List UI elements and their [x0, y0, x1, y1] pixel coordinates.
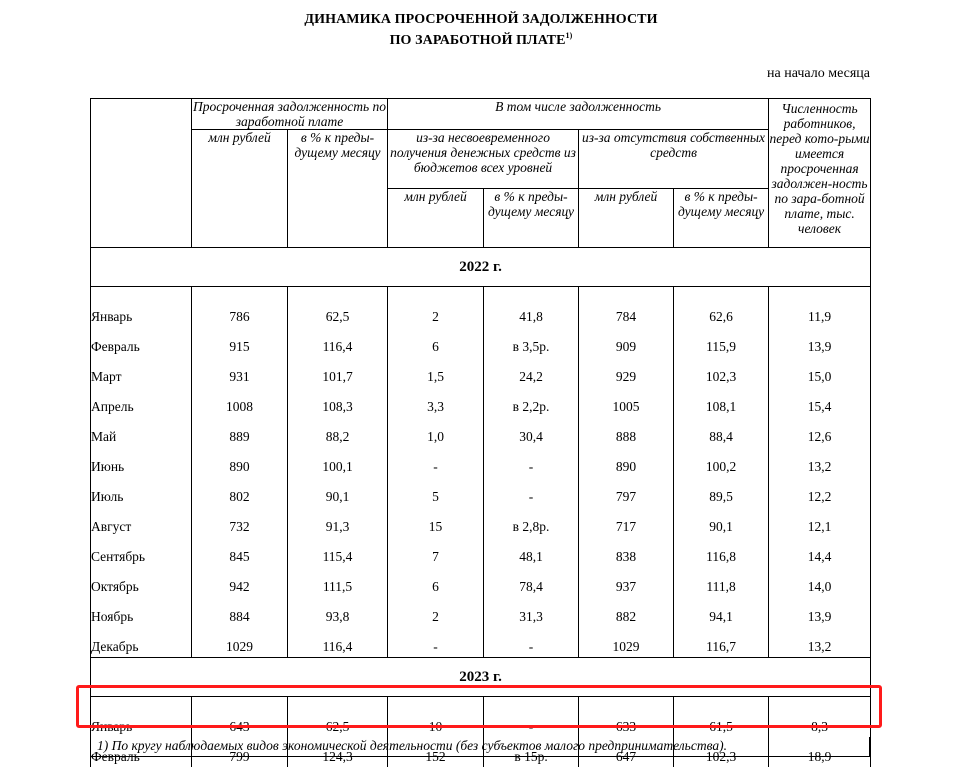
cell-total-pct: 91,3	[288, 507, 388, 537]
cell-budget-mln: 7	[388, 537, 484, 567]
cell-own-mln: 797	[579, 477, 674, 507]
cell-total-pct: 108,3	[288, 387, 388, 417]
header-own-mln: млн рублей	[579, 189, 674, 248]
year-label: 2023 г.	[91, 658, 871, 697]
cell-own-mln: 838	[579, 537, 674, 567]
cell-month: Декабрь	[91, 627, 192, 658]
cell-month: Февраль	[91, 327, 192, 357]
cell-budget-mln: 3,3	[388, 387, 484, 417]
year-row	[91, 248, 871, 287]
title-line-1: ДИНАМИКА ПРОСРОЧЕННОЙ ЗАДОЛЖЕННОСТИ	[304, 12, 658, 27]
header-workers: Численность работников, перед кото-рыми имеется просроченная задолжен-ность по зара-ботной плате, тыс. человек	[769, 99, 871, 248]
cell-own-mln: 890	[579, 447, 674, 477]
cell-budget-pct: 30,4	[484, 417, 579, 447]
cell-month: Июнь	[91, 447, 192, 477]
table-row	[91, 357, 871, 387]
cell-own-mln: 1005	[579, 387, 674, 417]
cell-total-pct: 90,1	[288, 477, 388, 507]
cell-budget-pct: -	[484, 627, 579, 658]
header-including: В том числе задолженность	[388, 99, 769, 130]
cell-own-mln: 888	[579, 417, 674, 447]
cell-workers: 12,6	[769, 417, 871, 447]
cell-own-pct: 102,3	[674, 357, 769, 387]
cell-own-pct: 100,2	[674, 447, 769, 477]
cell-month: Май	[91, 417, 192, 447]
cell-total-mln: 732	[192, 507, 288, 537]
cell-own-mln: 882	[579, 597, 674, 627]
table-row	[91, 387, 871, 417]
cell-own-mln: 929	[579, 357, 674, 387]
cell-month: Август	[91, 507, 192, 537]
cell-month: Апрель	[91, 387, 192, 417]
header-total-pct: в % к преды-дущему месяцу	[288, 130, 388, 248]
cell-workers: 13,9	[769, 597, 871, 627]
cell-total-mln: 845	[192, 537, 288, 567]
cell-month: Октябрь	[91, 567, 192, 597]
cell-budget-mln: 1,5	[388, 357, 484, 387]
cell-own-mln: 784	[579, 287, 674, 328]
cell-total-mln: 1029	[192, 627, 288, 658]
cell-total-mln: 802	[192, 477, 288, 507]
cell-budget-mln: 1,0	[388, 417, 484, 447]
table-row	[91, 597, 871, 627]
cell-total-mln: 942	[192, 567, 288, 597]
cell-own-pct: 116,7	[674, 627, 769, 658]
footnote: 1) По кругу наблюдаемых видов экономической деятельности (без субъектов малого предпринимательства).	[90, 737, 870, 757]
cell-month: Март	[91, 357, 192, 387]
table-row	[91, 447, 871, 477]
cell-workers: 14,4	[769, 537, 871, 567]
cell-own-pct: 89,5	[674, 477, 769, 507]
cell-total-mln: 884	[192, 597, 288, 627]
cell-total-pct: 124,3	[288, 737, 388, 767]
cell-budget-pct: в 15р.	[484, 737, 579, 767]
cell-budget-pct: в 2,2р.	[484, 387, 579, 417]
table-row	[91, 567, 871, 597]
header-budget: из-за несвоевременного получения денежных средств из бюджетов всех уровней	[388, 130, 579, 189]
debt-table	[90, 98, 871, 767]
header-total-mln: млн рублей	[192, 130, 288, 248]
cell-total-pct: 111,5	[288, 567, 388, 597]
cell-own-pct: 88,4	[674, 417, 769, 447]
table-row	[91, 417, 871, 447]
cell-total-pct: 115,4	[288, 537, 388, 567]
cell-own-pct: 102,3	[674, 737, 769, 767]
cell-total-pct: 116,4	[288, 627, 388, 658]
cell-workers: 15,0	[769, 357, 871, 387]
cell-budget-pct: -	[484, 697, 579, 738]
cell-budget-mln: 15	[388, 507, 484, 537]
cell-total-mln: 931	[192, 357, 288, 387]
cell-own-pct: 116,8	[674, 537, 769, 567]
cell-budget-mln: 2	[388, 597, 484, 627]
cell-month: Январь	[91, 287, 192, 328]
cell-budget-mln: 6	[388, 567, 484, 597]
cell-total-pct: 62,5	[288, 697, 388, 738]
header-month	[91, 99, 192, 248]
title-line-2: ПО ЗАРАБОТНОЙ ПЛАТЕ$^{1)}$	[389, 31, 573, 48]
document-title	[0, 12, 962, 49]
cell-total-pct: 62,5	[288, 287, 388, 328]
footnote-ref: 1)	[565, 31, 573, 40]
cell-total-mln: 915	[192, 327, 288, 357]
cell-budget-mln: -	[388, 627, 484, 658]
cell-budget-mln: 2	[388, 287, 484, 328]
cell-own-mln: 909	[579, 327, 674, 357]
header-budget-pct: в % к преды-дущему месяцу	[484, 189, 579, 248]
cell-total-mln: 643	[192, 697, 288, 738]
cell-budget-pct: -	[484, 477, 579, 507]
table-row	[91, 507, 871, 537]
cell-own-pct: 111,8	[674, 567, 769, 597]
header-budget-mln: млн рублей	[388, 189, 484, 248]
header-own: из-за отсутствия собственных средств	[579, 130, 769, 189]
cell-workers: 13,2	[769, 627, 871, 658]
cell-total-mln: 786	[192, 287, 288, 328]
cell-own-pct: 61,5	[674, 697, 769, 738]
cell-own-pct: 62,6	[674, 287, 769, 328]
table-body	[91, 248, 871, 768]
cell-budget-pct: 48,1	[484, 537, 579, 567]
cell-month: Июль	[91, 477, 192, 507]
cell-budget-pct: 41,8	[484, 287, 579, 328]
cell-workers: 15,4	[769, 387, 871, 417]
cell-own-mln: 633	[579, 697, 674, 738]
cell-workers: 13,2	[769, 447, 871, 477]
cell-month: Сентябрь	[91, 537, 192, 567]
cell-own-pct: 108,1	[674, 387, 769, 417]
cell-workers: 11,9	[769, 287, 871, 328]
cell-budget-mln: 10	[388, 697, 484, 738]
cell-total-pct: 93,8	[288, 597, 388, 627]
table-row	[91, 537, 871, 567]
cell-total-pct: 101,7	[288, 357, 388, 387]
cell-month: Февраль	[91, 737, 192, 767]
cell-total-pct: 116,4	[288, 327, 388, 357]
cell-workers: 13,9	[769, 327, 871, 357]
cell-total-mln: 890	[192, 447, 288, 477]
cell-month: Ноябрь	[91, 597, 192, 627]
header-overdue: Просроченная задолженность по заработной плате	[192, 99, 387, 129]
cell-budget-pct: в 3,5р.	[484, 327, 579, 357]
cell-workers: 14,0	[769, 567, 871, 597]
cell-budget-pct: 24,2	[484, 357, 579, 387]
year-row	[91, 658, 871, 697]
table-row	[91, 477, 871, 507]
header-own-pct: в % к преды-дущему месяцу	[674, 189, 769, 248]
cell-own-mln: 937	[579, 567, 674, 597]
cell-workers: 18,9	[769, 737, 871, 767]
cell-budget-mln: -	[388, 447, 484, 477]
cell-budget-mln: 6	[388, 327, 484, 357]
cell-budget-pct: в 2,8р.	[484, 507, 579, 537]
table-row	[91, 627, 871, 658]
cell-total-mln: 1008	[192, 387, 288, 417]
table-row	[91, 697, 871, 738]
year-label: 2022 г.	[91, 248, 871, 287]
cell-budget-pct: -	[484, 447, 579, 477]
cell-total-mln: 799	[192, 737, 288, 767]
cell-workers: 12,1	[769, 507, 871, 537]
table-row	[91, 327, 871, 357]
cell-budget-mln: 152	[388, 737, 484, 767]
cell-total-pct: 100,1	[288, 447, 388, 477]
cell-budget-pct: 31,3	[484, 597, 579, 627]
cell-workers: 8,3	[769, 697, 871, 738]
cell-workers: 12,2	[769, 477, 871, 507]
cell-own-pct: 115,9	[674, 327, 769, 357]
cell-total-pct: 88,2	[288, 417, 388, 447]
cell-total-mln: 889	[192, 417, 288, 447]
cell-own-mln: 647	[579, 737, 674, 767]
cell-own-mln: 1029	[579, 627, 674, 658]
table-row	[91, 287, 871, 328]
cell-budget-pct: 78,4	[484, 567, 579, 597]
cell-month: Январь	[91, 697, 192, 738]
cell-own-pct: 94,1	[674, 597, 769, 627]
cell-budget-mln: 5	[388, 477, 484, 507]
cell-own-pct: 90,1	[674, 507, 769, 537]
period-note: на начало месяца	[767, 66, 870, 81]
cell-own-mln: 717	[579, 507, 674, 537]
